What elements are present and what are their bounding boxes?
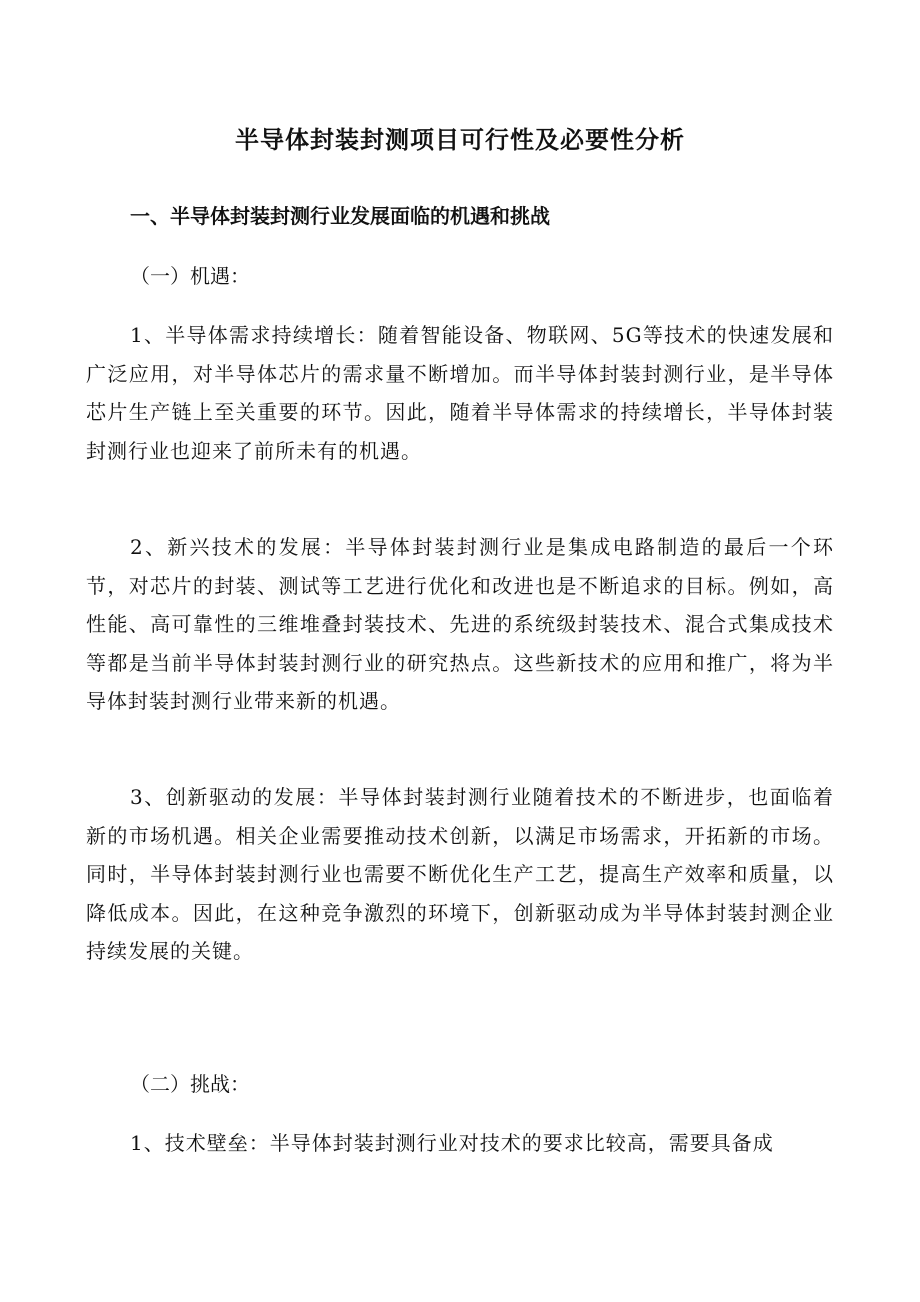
paragraph-challenge-1: 1、技术壁垒：半导体封装封测行业对技术的要求比较高，需要具备成: [130, 1131, 774, 1155]
opportunities-heading: （一）机遇：: [130, 264, 250, 288]
challenges-heading: （二）挑战：: [130, 1072, 250, 1096]
section-heading: 一、半导体封装封测行业发展面临的机遇和挑战: [130, 204, 550, 228]
paragraph-opportunity-2: 2、新兴技术的发展：半导体封装封测行业是集成电路制造的最后一个环节，对芯片的封装、测试等工艺进行优化和改进也是不断追求的目标。例如，高性能、高可靠性的三维堆叠封装技术、先进的系统级封装技术、混合式集成技术等都是当前半导体封装封测行业的研究热点。这些新技术的应用和推广，将为半导体封装封测行业带来新的机遇。: [86, 535, 834, 713]
page-title: 半导体封装封测项目可行性及必要性分析: [235, 126, 685, 154]
paragraph-opportunity-3: 3、创新驱动的发展：半导体封装封测行业随着技术的不断进步，也面临着新的市场机遇。相关企业需要推动技术创新，以满足市场需求，开拓新的市场。同时，半导体封装封测行业也需要不断优化生产工艺，提高生产效率和质量，以降低成本。因此，在这种竞争激烈的环境下，创新驱动成为半导体封装封测企业持续发展的关键。: [86, 785, 834, 963]
paragraph-opportunity-1: 1、半导体需求持续增长：随着智能设备、物联网、5G等技术的快速发展和广泛应用，对半导体芯片的需求量不断增加。而半导体封装封测行业，是半导体芯片生产链上至关重要的环节。因此，随着半导体需求的持续增长，半导体封装封测行业也迎来了前所未有的机遇。: [86, 323, 834, 463]
